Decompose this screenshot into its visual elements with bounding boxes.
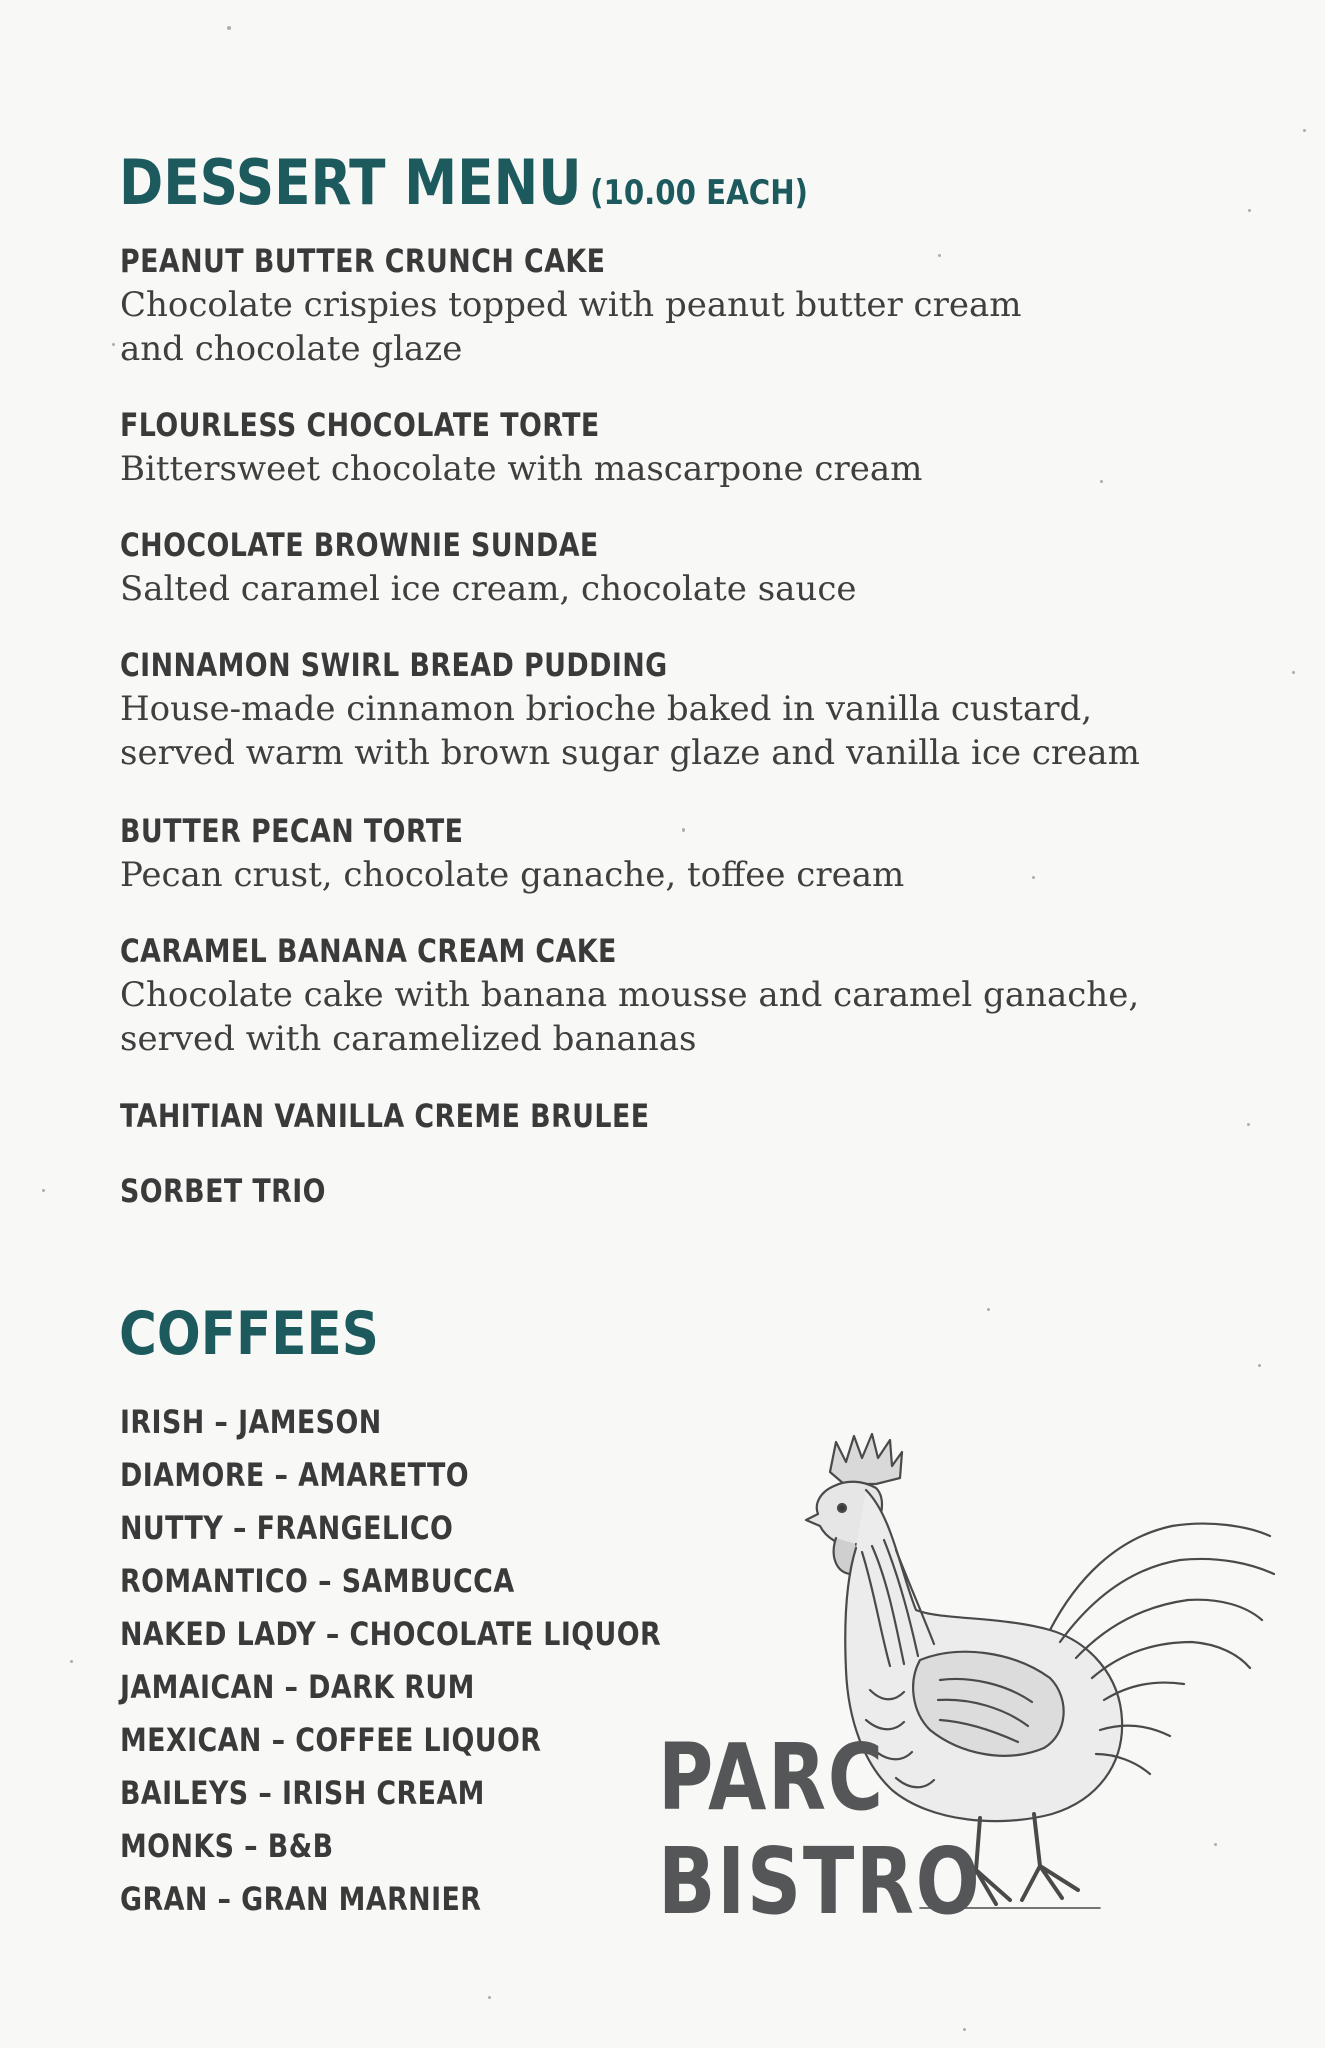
dessert-item [120,525,1220,611]
coffee-item: BAILEYS – IRISH CREAM [120,1774,485,1812]
paper-speck [1247,1123,1250,1126]
dessert-item-name: PEANUT BUTTER CRUNCH CAKE [120,242,606,280]
dessert-item [120,645,1220,775]
coffee-item: GRAN – GRAN MARNIER [120,1880,482,1918]
coffees-title: COFFEES [119,1299,379,1369]
dessert-item-name: BUTTER PECAN TORTE [120,812,464,850]
brand-name-line2: BISTRO [658,1828,982,1935]
coffee-item: NAKED LADY – CHOCOLATE LIQUOR [120,1615,662,1653]
dessert-item-description: Chocolate cake with banana mousse and caramel ganache, served with caramelized bananas [120,975,1140,1059]
paper-speck [987,1308,990,1311]
coffee-item: ROMANTICO – SAMBUCCA [120,1562,515,1600]
dessert-item-name: CHOCOLATE BROWNIE SUNDAE [120,526,599,564]
paper-speck [70,1660,73,1663]
dessert-item-description: Salted caramel ice cream, chocolate sauce [120,569,857,609]
paper-speck [112,343,115,346]
dessert-item-description: Bittersweet chocolate with mascarpone cream [120,449,923,489]
dessert-item-name: TAHITIAN VANILLA CREME BRULEE [120,1097,650,1135]
paper-speck [1292,671,1295,674]
dessert-price-note: (10.00 EACH) [590,173,809,213]
coffee-item: MONKS – B&B [120,1827,334,1865]
dessert-item [120,931,1220,1061]
paper-speck [1303,129,1306,132]
paper-speck [42,1189,45,1192]
dessert-item-description: House-made cinnamon brioche baked in vanilla custard, served warm with brown sugar glaze and vanilla ice cream [120,689,1140,773]
brand-name-line1: PARC [658,1724,885,1831]
dessert-item [120,405,1220,491]
coffee-item: NUTTY – FRANGELICO [120,1509,454,1547]
dessert-title-text: DESSERT MENU [119,146,582,219]
dessert-item [120,1096,1220,1136]
paper-speck [1248,209,1251,212]
paper-speck [488,1996,491,1999]
coffee-item: IRISH – JAMESON [120,1403,382,1441]
dessert-item-name: CINNAMON SWIRL BREAD PUDDING [120,646,668,684]
dessert-item-description: Chocolate crispies topped with peanut butter cream and chocolate glaze [120,285,1022,369]
dessert-menu-title [119,146,808,219]
paper-speck [227,26,231,30]
dessert-item-description: Pecan crust, chocolate ganache, toffee cream [120,855,905,895]
paper-speck [963,2028,966,2031]
dessert-item-name: SORBET TRIO [120,1172,326,1210]
dessert-item-name: FLOURLESS CHOCOLATE TORTE [120,406,600,444]
coffee-item: MEXICAN – COFFEE LIQUOR [120,1721,542,1759]
dessert-item [120,1171,1220,1211]
dessert-item-name: CARAMEL BANANA CREAM CAKE [120,932,617,970]
dessert-item [120,811,1220,897]
coffee-item: DIAMORE – AMARETTO [120,1456,470,1494]
dessert-item [120,241,1220,371]
paper-speck [1258,1364,1261,1367]
coffee-item: JAMAICAN – DARK RUM [120,1668,475,1706]
